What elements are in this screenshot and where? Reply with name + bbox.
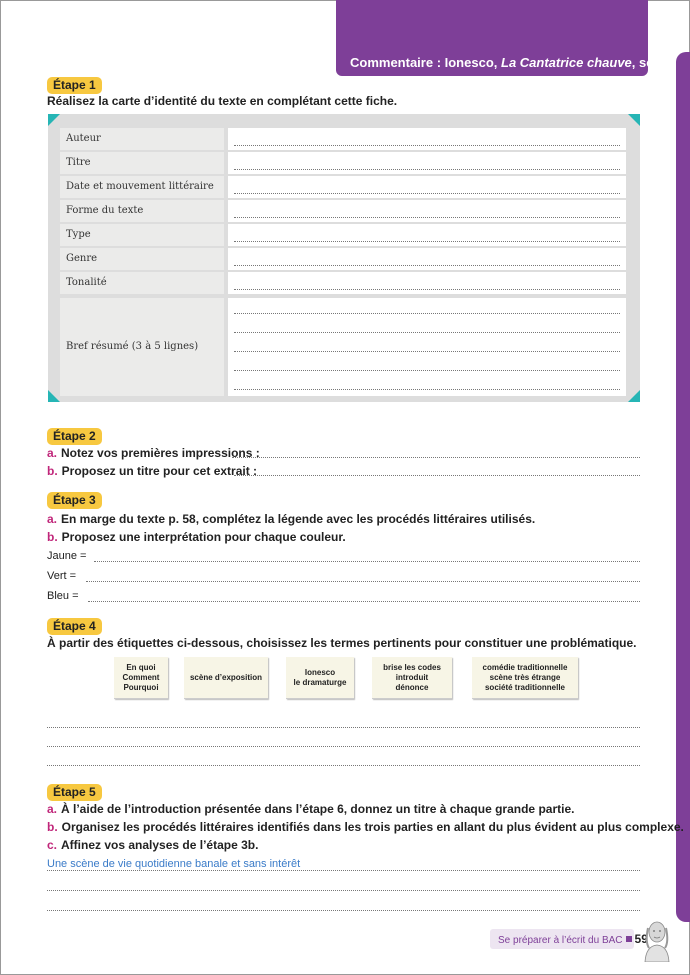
answer-line[interactable] <box>88 601 640 602</box>
etape1-badge: Étape 1 <box>47 77 102 94</box>
etape4-badge: Étape 4 <box>47 618 102 635</box>
tag-ionesco[interactable]: Ionesco le dramaturge <box>286 657 354 699</box>
answer-line[interactable] <box>86 581 640 582</box>
etape2-question-b: b. Proposez un titre pour cet extrait : <box>47 464 258 478</box>
answer-line[interactable] <box>47 746 640 747</box>
answer-line[interactable] <box>47 890 640 891</box>
card-label-titre: Titre <box>60 152 224 174</box>
answer-line[interactable] <box>47 727 640 728</box>
etape5-question-a: a. À l’aide de l’introduction présentée dans l’étape 6, donnez un titre à chaque grande partie. <box>47 802 575 816</box>
etape3-badge: Étape 3 <box>47 492 102 509</box>
etape1-instruction: Réalisez la carte d’identité du texte en complétant cette fiche. <box>47 94 398 108</box>
etape5-question-c: c. Affinez vos analyses de l’étape 3b. <box>47 838 259 852</box>
footer-page-label: Se préparer à l’écrit du BAC 59 <box>490 929 634 949</box>
side-bar <box>676 52 690 922</box>
etape2-question-a: a. Notez vos premières impressions : <box>47 446 260 460</box>
answer-line[interactable] <box>47 765 640 766</box>
color-label-vert: Vert = <box>47 570 77 582</box>
card-label-genre: Genre <box>60 248 224 270</box>
tag-question-words[interactable]: En quoi Comment Pourquoi <box>114 657 168 699</box>
etape4-instruction: À partir des étiquettes ci-dessous, choisissez les termes pertinents pour constituer une problématique. <box>47 636 637 650</box>
corner-decoration <box>48 390 60 402</box>
card-field-date[interactable] <box>228 176 626 198</box>
color-label-jaune: Jaune = <box>47 550 87 562</box>
tag-comedie[interactable]: comédie traditionnelle scène très étrange société traditionnelle <box>472 657 578 699</box>
card-label-tonalite: Tonalité <box>60 272 224 294</box>
moliere-bust-icon <box>642 918 672 962</box>
card-field-forme[interactable] <box>228 200 626 222</box>
etape3-question-a: a. En marge du texte p. 58, complétez la légende avec les procédés littéraires utilisés. <box>47 512 536 526</box>
page-title: Commentaire : Ionesco, La Cantatrice chauve, sc. 1 <box>350 55 668 70</box>
card-field-auteur[interactable] <box>228 128 626 150</box>
etape5-question-b: b. Organisez les procédés littéraires identifiés dans les trois parties en allant du plus évident au plus complexe. <box>47 820 684 834</box>
etape3-question-b: b. Proposez une interprétation pour chaque couleur. <box>47 530 346 544</box>
card-label-type: Type <box>60 224 224 246</box>
card-label-date: Date et mouvement littéraire <box>60 176 224 198</box>
card-field-type[interactable] <box>228 224 626 246</box>
card-field-titre[interactable] <box>228 152 626 174</box>
answer-line[interactable] <box>47 870 640 871</box>
answer-line[interactable] <box>47 910 640 911</box>
answer-line[interactable] <box>234 475 640 476</box>
color-label-bleu: Bleu = <box>47 590 79 602</box>
corner-decoration <box>48 114 60 126</box>
answer-line[interactable] <box>232 457 640 458</box>
card-field-resume[interactable] <box>228 298 626 396</box>
handwritten-answer: Une scène de vie quotidienne banale et sans intérêt <box>47 858 301 870</box>
etape2-badge: Étape 2 <box>47 428 102 445</box>
card-label-forme: Forme du texte <box>60 200 224 222</box>
card-field-tonalite[interactable] <box>228 272 626 294</box>
card-label-auteur: Auteur <box>60 128 224 150</box>
corner-decoration <box>628 114 640 126</box>
tag-verbs[interactable]: brise les codes introduit dénonce <box>372 657 452 699</box>
tag-scene-exposition[interactable]: scène d’exposition <box>184 657 268 699</box>
square-bullet-icon <box>626 936 632 942</box>
card-label-resume: Bref résumé (3 à 5 lignes) <box>60 298 224 396</box>
card-field-genre[interactable] <box>228 248 626 270</box>
answer-line[interactable] <box>94 561 640 562</box>
etape5-badge: Étape 5 <box>47 784 102 801</box>
corner-decoration <box>628 390 640 402</box>
page-number: 59 <box>634 932 648 946</box>
